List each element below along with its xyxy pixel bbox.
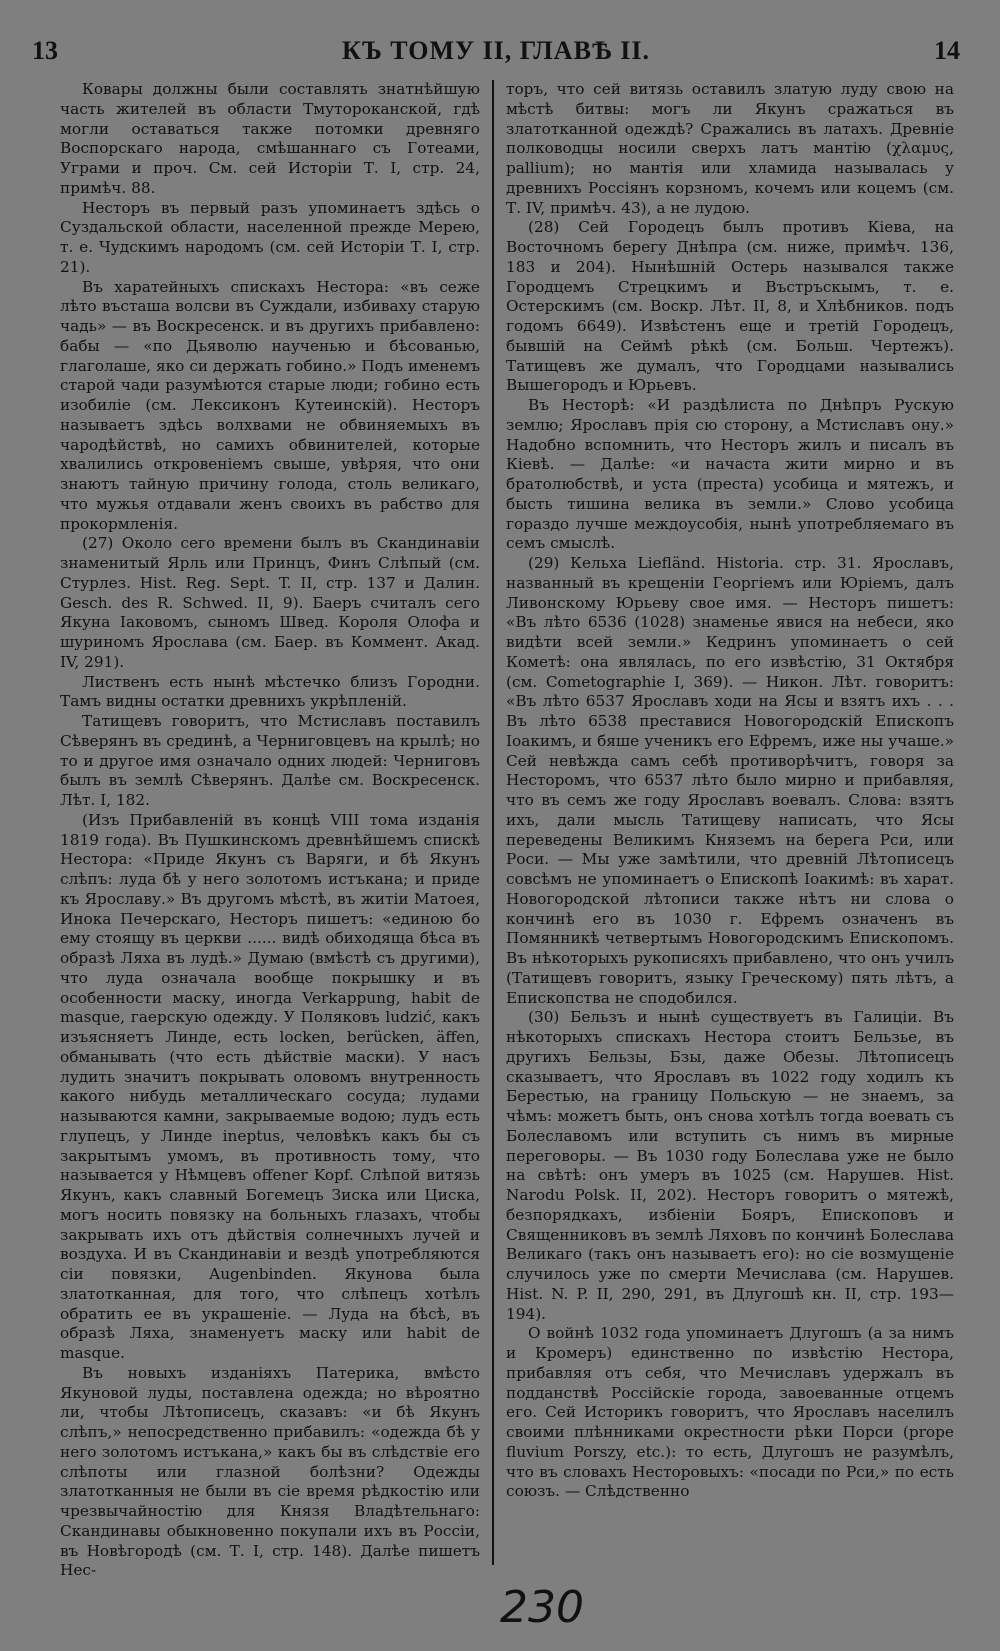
column-divider [492, 80, 494, 1565]
paragraph: торъ, что сей витязь оставилъ златую луду свою на мѣстѣ битвы: могъ ли Якунъ сражаться въ златотканной одеждѣ? Сражались въ латахъ. Древніе полководцы носили сверхъ латъ мантію (χλαμυς, pallium); но мантія или хламида называлась у древнихъ Россіянъ корзномъ, кочемъ или коцемъ (см. Т. IV, примѣч. 43), а не лудою. [506, 80, 954, 217]
left-column [60, 80, 480, 1580]
paragraph: (30) Бельзъ и нынѣ существуетъ въ Галиціи. Въ нѣкоторыхъ спискахъ Нестора стоитъ Бельзье, въ другихъ Бельзы, Бзы, даже Обезы. Лѣтописецъ сказываетъ, что Ярославъ въ 1022 году ходилъ къ Берестью, на границу Польскую — не знаемъ, за чѣмъ: можетъ быть, онъ снова хотѣлъ тогда воевать съ Болеславомъ или вступить съ нимъ въ мирные переговоры. — Въ 1030 году Болеслава уже не было на свѣтѣ: онъ умеръ въ 1025 (см. Нарушев. Hist. Narodu Polsk. II, 202). Несторъ говоритъ о мятежѣ, безпорядкахъ, избіеніи Бояръ, Епископовъ и Священниковъ въ землѣ Ляховъ по кончинѣ Болеслава Великаго (такъ онъ называетъ его): но сіе возмущеніе случилось уже по смерти Мечислава (см. Нарушев. Hist. N. P. II, 290, 291, въ Длугошѣ кн. II, стр. 193—194). [506, 1008, 954, 1323]
paragraph: Ковары должны были составлять знатнѣйшую часть жителей въ области Тмутороканской, гдѣ могли оставаться также потомки древняго Воспорскаго народа, смѣшаннаго съ Готеами, Уграми и проч. См. сей Исторіи Т. I, стр. 24, примѣч. 88. [60, 80, 480, 197]
paragraph: Въ харатейныхъ спискахъ Нестора: «въ сеже лѣто въсташа волсви въ Суждали, избиваху старую чадь» — въ Воскресенск. и въ другихъ прибавлено: бабы — «по Дьяволю наученью и бѣсованью, глаголаше, яко си держать гобино.» Подъ именемъ старой чади разумѣются старые люди; гобино есть изобиліе (см. Лексиконъ Кутеинскій). Несторъ называетъ здѣсь волхвами не обвиняемыхъ въ чародѣйствѣ, но самихъ обвинителей, которые хвалились откровеніемъ свыше, увѣряя, что они знаютъ тайную причину голода, столь великаго, что мужья отдавали женъ своихъ въ рабство для прокормленія. [60, 277, 480, 533]
paragraph: Несторъ въ первый разъ упоминаетъ здѣсь о Суздальской области, населенной прежде Мерею, т. е. Чудскимъ народомъ (см. сей Исторіи Т. I, стр. 21). [60, 198, 480, 276]
paragraph: (27) Около сего времени былъ въ Скандинавіи знаменитый Ярль или Принцъ, Финъ Слѣпый (см. Стурлез. Hist. Reg. Sept. T. II, стр. 137 и Далин. Gesch. des R. Schwed. II, 9). Баеръ считалъ сего Якуна Іаковомъ, сыномъ Швед. Короля Олофа и шуриномъ Ярослава (см. Баер. въ Коммент. Акад. IV, 291). [60, 534, 480, 671]
page-number-left: 13 [32, 36, 58, 65]
paragraph: (29) Кельха Liefländ. Historia. стр. 31. Ярославъ, названный въ крещеніи Георгіемъ или Юріемъ, далъ Ливонскому Юрьеву свое имя. — Несторъ пишетъ: «Въ лѣто 6536 (1028) знаменье явися на небеси, яко видѣти всей земли.» Кедринъ упоминаетъ о сей Кометѣ: она являлась, по его извѣстію, 31 Октября (см. Cometographie I, 369). — Никон. Лѣт. говоритъ: «Въ лѣто 6537 Ярославъ ходи на Ясы и взятъ ихъ . . . Въ лѣто 6538 преставися Новогородскій Епископъ Іоакимъ, и бяше ученикъ его Ефремъ, иже ны учаше.» Сей невѣжда самъ себѣ противорѣчитъ, говоря за Несторомъ, что 6537 лѣто было мирно и прибавляя, что въ семъ же году Ярославъ воевалъ. Слова: взятъ ихъ, дали мысль Татищеву написать, что Ясы переведены Великимъ Княземъ на берега Рси, или Роси. — Мы уже замѣтили, что древній Лѣтописецъ совсѣмъ не упоминаетъ о Епископѣ Іоакимѣ: въ харат. Новогородской лѣтописи также нѣтъ ни слова о кончинѣ его въ 1030 г. Ефремъ означенъ въ Помянникѣ четвертымъ Новогородскимъ Епископомъ. Въ нѣкоторыхъ рукописяхъ прибавлено, что онъ училъ (Татищевъ говоритъ, языку Греческому) пять лѣтъ, а Епископства не сподобился. [506, 554, 954, 1007]
page-number-right: 14 [934, 36, 960, 65]
paragraph: Въ новыхъ изданіяхъ Патерика, вмѣсто Якуновой луды, поставлена одежда; но вѣроятно ли, чтобы Лѣтописецъ, сказавъ: «и бѣ Якунъ слѣпъ,» непосредственно прибавилъ: «одежда бѣ у него золотомъ истъкана,» какъ бы въ слѣдствіе его слѣпоты или глазной болѣзни? Одежды златотканныя не были въ сіе время рѣдкостію или чрезвычайностію для Князя Владѣтельнаго: Скандинавы обыкновенно покупали ихъ въ Россіи, въ Новѣгородѣ (см. Т. I, стр. 148). Далѣе пишетъ Нес- [60, 1363, 480, 1580]
paragraph: О войнѣ 1032 года упоминаетъ Длугошъ (а за нимъ и Кромеръ) единственно по извѣстію Нестора, прибавляя отъ себя, что Мечиславъ удержалъ въ подданствѣ Россійскіе города, завоеванные отцемъ его. Сей Историкъ говоритъ, что Ярославъ населилъ своими плѣнниками окрестности рѣки Порси (prope fluvium Porszy, etc.): то есть, Длугошъ не разумѣлъ, что въ словахъ Несторовыхъ: «посади по Рси,» по есть союзъ. — Слѣдственно [506, 1324, 954, 1501]
page-header [32, 36, 960, 76]
paragraph: Лиственъ есть нынѣ мѣстечко близъ Городни. Тамъ видны остатки древнихъ укрѣпленій. [60, 672, 480, 711]
paragraph: (28) Сей Городецъ былъ противъ Кіева, на Восточномъ берегу Днѣпра (см. ниже, примѣч. 136, 183 и 204). Нынѣшній Остерь назывался также Городцемъ Стрецкимъ и Въстръскымъ, т. е. Остерскимъ (см. Воскр. Лѣт. II, 8, и Хлѣбников. подъ годомъ 6649). Извѣстенъ еще и третій Городецъ, бывшій на Сеймѣ рѣкѣ (см. Больш. Чертежъ). Татищевъ же думалъ, что Городцами назывались Вышегородъ и Юрьевъ. [506, 218, 954, 395]
handwritten-page-stamp: 230 [500, 1582, 584, 1633]
right-column [506, 80, 954, 1510]
paragraph: Въ Несторѣ: «И раздѣлиста по Днѣпръ Рускую землю; Ярославъ прія сю сторону, а Мстиславъ ону.» Надобно вспомнить, что Несторъ жилъ и писалъ въ Кіевѣ. — Далѣе: «и начаста жити мирно и въ братолюбствѣ, и уста (преста) усобица и мятежъ, и бысть тишина велика въ земли.» Слово усобица гораздо лучше междоусобія, нынѣ употребляемаго въ семъ смыслѣ. [506, 396, 954, 553]
running-title: КЪ ТОМУ II, ГЛАВѢ II. [341, 36, 651, 65]
paragraph: (Изъ Прибавленій въ концѣ VIII тома изданія 1819 года). Въ Пушкинскомъ древнѣйшемъ спискѣ Нестора: «Приде Якунъ съ Варяги, и бѣ Якунъ слѣпъ: луда бѣ у него золотомъ истъкана; и приде къ Ярославу.» Въ другомъ мѣстѣ, въ житіи Матоея, Инока Печерскаго, Несторъ пишетъ: «единою бо ему стоящу въ церкви ...... видѣ обиходяща бѣса въ образѣ Ляха въ лудѣ.» Думаю (вмѣстѣ съ другими), что луда означала вообще покрышку и въ особенности маску, иногда Verkappung, habit de masque, гаерскую одежду. У Поляковъ ludzić, какъ изъясняетъ Линде, есть locken, berücken, äffen, обманывать (что есть дѣйствіе маски). У насъ лудить значитъ покрывать оловомъ внутренность какого нибудь металлическаго сосуда; лудами называются камни, закрываемые водою; лудъ есть глупецъ, у Линде ineptus, человѣкъ какъ бы съ закрытымъ умомъ, въ противность тому, что называется у Нѣмцевъ offener Kopf. Слѣпой витязь Якунъ, какъ славный Богемецъ Зиска или Циска, могъ носить повязку на больныхъ глазахъ, чтобы закрывать ихъ отъ дѣйствія солнечныхъ лучей и воздуха. И въ Скандинавіи и вездѣ употребляются сіи повязки, Augenbinden. Якунова была златотканная, для того, что слѣпецъ хотѣлъ обратить ее въ украшеніе. — Луда на бѣсѣ, въ образѣ Ляха, знаменуетъ маску или habit de masque. [60, 810, 480, 1362]
paragraph: Татищевъ говоритъ, что Мстиславъ поставилъ Сѣверянъ въ срединѣ, а Черниговцевъ на крылѣ; но то и другое имя означало одних людей: Черниговъ былъ въ землѣ Сѣверянъ. Далѣе см. Воскресенск. Лѣт. I, 182. [60, 712, 480, 809]
